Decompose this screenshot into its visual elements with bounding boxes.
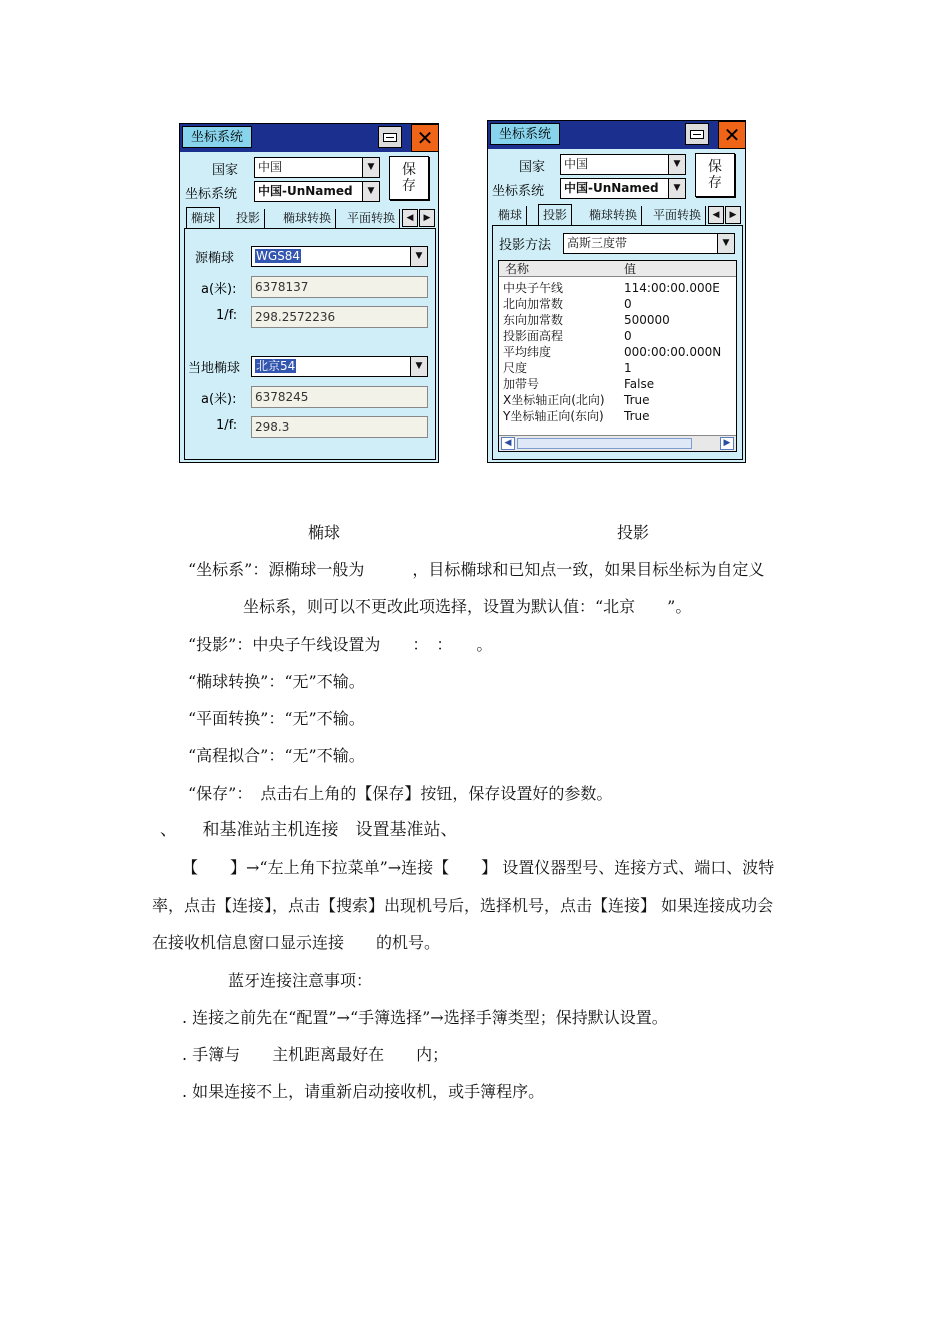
doc-line-coordinate-system-cont: 坐标系，则可以不更改此项选择，设置为默认值：“北京 ”。 <box>243 597 692 616</box>
list-item[interactable] <box>499 360 736 376</box>
title-bar <box>488 121 745 149</box>
bluetooth-note-2: . 手簿与 主机距离最好在 内； <box>182 1045 449 1064</box>
save-button[interactable] <box>695 153 735 197</box>
source-a-label: a(米): <box>201 282 237 297</box>
list-item[interactable] <box>499 296 736 312</box>
bluetooth-note-1: . 连接之前先在“配置”→“手簿选择”→选择手簿类型；保持默认设置。 <box>182 1008 668 1027</box>
param-name: 中央子午线 <box>503 281 564 295</box>
param-value: 0 <box>624 297 632 311</box>
chevron-down-icon[interactable]: ▼ <box>668 155 685 174</box>
doc-line-save: “保存”： 点击右上角的【保存】按钮，保存设置好的参数。 <box>188 784 613 803</box>
param-value: 114:00:00.000E <box>624 281 720 295</box>
title-bar <box>180 124 438 152</box>
local-ellipsoid-value: 北京54 <box>256 359 296 373</box>
chevron-down-icon[interactable]: ▼ <box>362 158 379 177</box>
chevron-down-icon[interactable]: ▼ <box>410 357 427 376</box>
param-value: False <box>624 377 655 391</box>
coord-system-value: 中国-UnNamed <box>258 184 353 198</box>
list-item[interactable] <box>499 376 736 392</box>
tab-ellipsoid[interactable]: 椭球 <box>186 207 220 229</box>
country-value: 中国 <box>258 160 283 174</box>
param-name: 尺度 <box>503 361 528 375</box>
save-label-top: 保 <box>402 162 416 178</box>
section-heading: 、 和基准站主机连接 设置基准站、 <box>160 820 458 840</box>
source-ellipsoid-value: WGS84 <box>256 249 301 263</box>
local-a-field[interactable]: 6378245 <box>251 386 428 408</box>
paragraph-line-3: 在接收机信息窗口显示连接 的机号。 <box>152 933 441 952</box>
list-item[interactable] <box>499 344 736 360</box>
keyboard-icon[interactable] <box>685 123 709 145</box>
projection-method-label: 投影方法 <box>499 238 552 253</box>
tab-scroll-left-icon[interactable]: ◀ <box>402 209 418 227</box>
param-value: True <box>624 409 650 423</box>
tab-scroll-right-icon[interactable]: ▶ <box>725 206 741 224</box>
projection-method-value: 高斯三度带 <box>567 236 628 250</box>
source-f-field[interactable]: 298.2572236 <box>251 306 428 328</box>
source-ellipsoid-label: 源椭球 <box>195 251 235 266</box>
projection-method-select[interactable] <box>563 233 735 254</box>
local-a-label: a(米): <box>201 392 237 407</box>
bluetooth-notes-title: 蓝牙连接注意事项： <box>228 971 373 990</box>
bluetooth-note-3: . 如果连接不上，请重新启动接收机，或手簿程序。 <box>182 1082 545 1101</box>
chevron-down-icon[interactable]: ▼ <box>410 247 427 266</box>
tab-ellipsoid-transform[interactable]: 椭球转换 <box>585 206 642 226</box>
scroll-left-icon[interactable]: ◀ <box>501 437 515 450</box>
param-value: 000:00:00.000N <box>624 345 722 359</box>
list-item[interactable] <box>499 280 736 296</box>
tab-plane-transform[interactable]: 平面转换 <box>343 209 400 229</box>
param-name: 东向加常数 <box>503 313 564 327</box>
list-header <box>499 261 736 277</box>
doc-line-projection: “投影”：中央子午线设置为 ： ： 。 <box>188 635 493 654</box>
source-f-label: 1/f: <box>216 308 238 323</box>
chevron-down-icon[interactable]: ▼ <box>717 234 734 253</box>
paragraph-line-2: 率，点击【连接】，点击【搜索】出现机号后，选择机号，点击【连接】 如果连接成功会 <box>152 896 774 915</box>
doc-line-ellipsoid-transform: “椭球转换”：“无”不输。 <box>188 672 365 691</box>
save-label-top: 保 <box>708 159 722 175</box>
tab-projection[interactable]: 投影 <box>538 204 572 226</box>
param-value: 500000 <box>624 313 670 327</box>
coord-system-select[interactable] <box>560 178 686 199</box>
source-ellipsoid-select[interactable] <box>251 246 428 267</box>
ellipsoid-screenshot <box>179 123 439 463</box>
doc-line-coordinate-system: “坐标系”：源椭球一般为 ，目标椭球和已知点一致，如果目标坐标为自定义 <box>188 560 765 579</box>
window-title: 坐标系统 <box>490 123 560 145</box>
param-name: 加带号 <box>503 377 540 391</box>
save-label-bottom: 存 <box>402 178 416 194</box>
param-name: 北向加常数 <box>503 297 564 311</box>
country-label: 国家 <box>519 160 546 175</box>
save-label-bottom: 存 <box>708 175 722 191</box>
source-a-field[interactable]: 6378137 <box>251 276 428 298</box>
tab-scroll-right-icon[interactable]: ▶ <box>419 209 435 227</box>
local-ellipsoid-select[interactable] <box>251 356 428 377</box>
scroll-right-icon[interactable]: ▶ <box>720 437 734 450</box>
doc-line-plane-transform: “平面转换”：“无”不输。 <box>188 709 365 728</box>
list-item[interactable] <box>499 392 736 408</box>
horizontal-scrollbar[interactable] <box>499 435 736 451</box>
list-item[interactable] <box>499 328 736 344</box>
tab-scroll-left-icon[interactable]: ◀ <box>708 206 724 224</box>
country-select[interactable] <box>560 154 686 175</box>
list-item[interactable] <box>499 312 736 328</box>
doc-line-elevation-fit: “高程拟合”：“无”不输。 <box>188 746 365 765</box>
param-value: 0 <box>624 329 632 343</box>
param-name: 平均纬度 <box>503 345 552 359</box>
tab-projection[interactable]: 投影 <box>232 209 265 229</box>
projection-params-list[interactable] <box>498 260 737 452</box>
tab-strip <box>492 204 743 226</box>
tab-plane-transform[interactable]: 平面转换 <box>649 206 706 226</box>
scroll-thumb[interactable] <box>517 438 692 449</box>
tab-strip <box>184 207 436 229</box>
param-value: 1 <box>624 361 632 375</box>
paragraph-line-1: 【 】→“左上角下拉菜单”→连接【 】 设置仪器型号、连接方式、端口、波特 <box>182 858 775 877</box>
tab-ellipsoid[interactable]: 椭球 <box>494 206 527 226</box>
local-f-field[interactable]: 298.3 <box>251 416 428 438</box>
close-button[interactable]: ✕ <box>718 121 746 149</box>
coord-system-select[interactable] <box>254 181 380 202</box>
list-item[interactable] <box>499 408 736 424</box>
param-name: X坐标轴正向(北向) <box>503 393 605 407</box>
chevron-down-icon[interactable]: ▼ <box>362 182 379 201</box>
ellipsoid-panel <box>184 228 436 460</box>
local-ellipsoid-label: 当地椭球 <box>188 361 241 376</box>
param-value: True <box>624 393 650 407</box>
projection-panel <box>492 225 743 460</box>
save-button[interactable] <box>389 156 429 200</box>
chevron-down-icon[interactable]: ▼ <box>668 179 685 198</box>
param-name: Y坐标轴正向(东向) <box>503 409 604 423</box>
close-button[interactable]: ✕ <box>411 124 439 152</box>
local-f-label: 1/f: <box>216 418 238 433</box>
caption-ellipsoid: 椭球 <box>308 523 341 542</box>
window-title: 坐标系统 <box>182 126 252 148</box>
tab-ellipsoid-transform[interactable]: 椭球转换 <box>279 209 336 229</box>
projection-screenshot <box>487 120 746 463</box>
country-value: 中国 <box>564 157 589 171</box>
caption-projection: 投影 <box>617 523 650 542</box>
coord-system-label: 坐标系统 <box>185 187 238 202</box>
coord-system-value: 中国-UnNamed <box>564 181 659 195</box>
column-name-header[interactable]: 名称 <box>505 262 530 276</box>
param-name: 投影面高程 <box>503 329 564 343</box>
coord-system-label: 坐标系统 <box>492 184 545 199</box>
keyboard-icon[interactable] <box>378 126 402 148</box>
country-label: 国家 <box>212 163 239 178</box>
column-value-header[interactable]: 值 <box>624 262 637 276</box>
country-select[interactable] <box>254 157 380 178</box>
